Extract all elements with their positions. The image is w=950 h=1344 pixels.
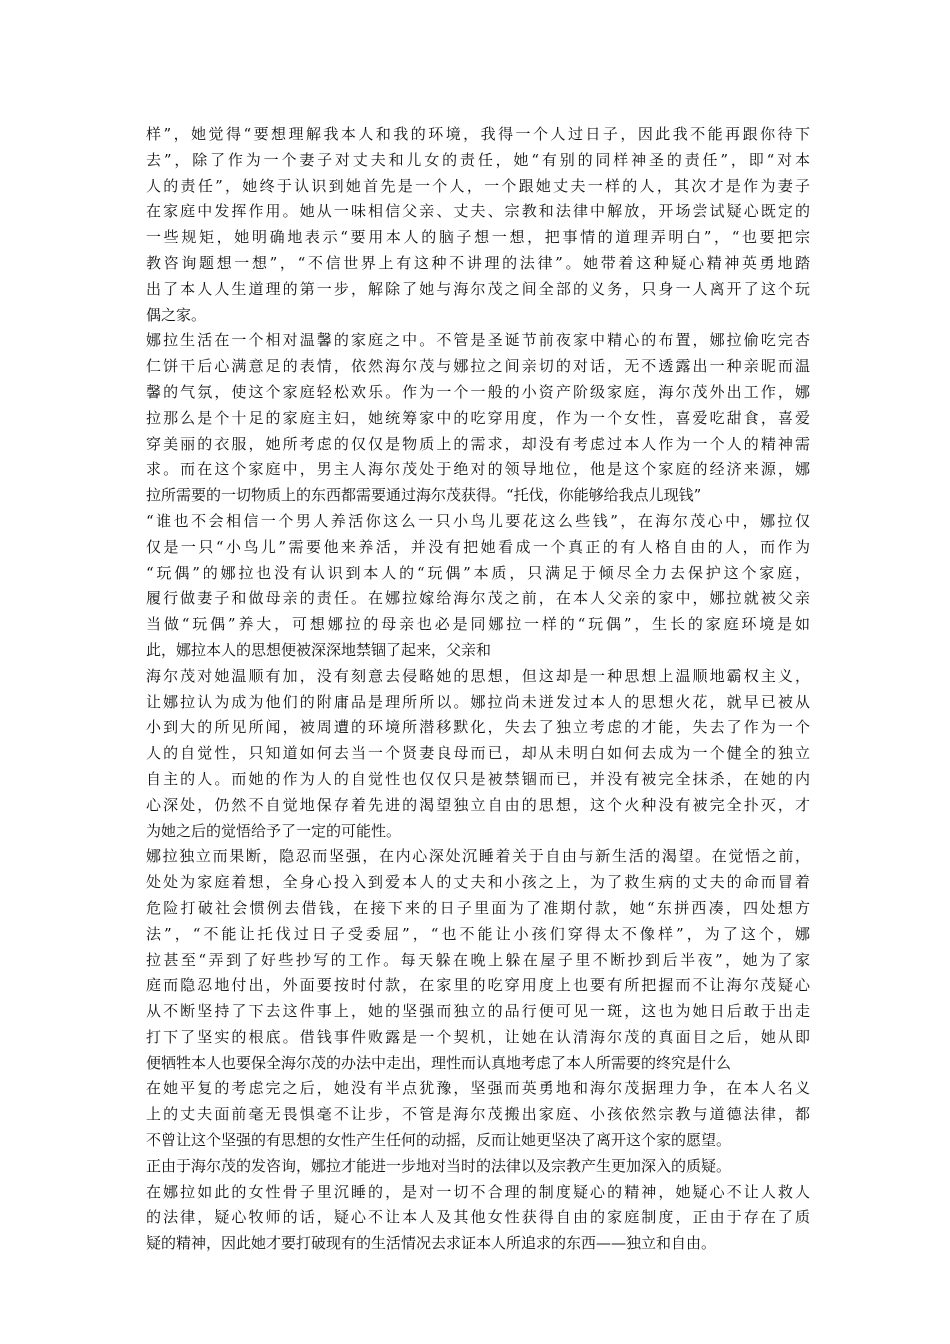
text-line: 穿美丽的衣服，她所考虑的仅仅是物质上的需求，却没有考虑过本人作为一个人的精神需	[146, 434, 810, 453]
text-line: 去”，除了作为一个妻子对丈夫和儿女的责任，她“有别的同样神圣的责任”，即“对本	[146, 150, 810, 169]
text-line: 人的自觉性，只知道如何去当一个贤妻良母而已，却从未明白如何去成为一个健全的独立	[146, 744, 810, 763]
text-line: 娜拉生活在一个相对温馨的家庭之中。不管是圣诞节前夜家中精心的布置，娜拉偷吃完杏	[146, 331, 810, 350]
text-line: “玩偶”的娜拉也没有认识到本人的“玩偶”本质，只满足于倾尽全力去保护这个家庭，	[146, 563, 810, 582]
text-line: 当做“玩偶”养大，可想娜拉的母亲也必是同娜拉一样的“玩偶”，生长的家庭环境是如	[146, 615, 810, 634]
text-line: 一些规矩，她明确地表示“要用本人的脑子想一想，把事情的道理弄明白”，“也要把宗	[146, 228, 810, 247]
text-line: 人的责任”，她终于认识到她首先是一个人，一个跟她丈夫一样的人，其次才是作为妻子	[146, 176, 810, 195]
text-line: 小到大的所见所闻，被周遭的环境所潜移默化，失去了独立考虑的才能，失去了作为一个	[146, 718, 810, 737]
text-line: 从不断坚持了下去这件事上，她的坚强而独立的品行便可见一斑，这也为她日后敢于出走	[146, 1002, 810, 1021]
text-line: 上的丈夫面前毫无畏惧毫不让步，不管是海尔茂搬出家庭、小孩依然宗教与道德法律，都	[146, 1105, 810, 1124]
text-line: 仅是一只“小鸟儿”需要他来养活，并没有把她看成一个真正的有人格自由的人，而作为	[146, 537, 810, 556]
text-line: “谁也不会相信一个男人养活你这么一只小鸟儿要花这么些钱”，在海尔茂心中，娜拉仅	[146, 511, 810, 530]
text-line: 的法律，疑心牧师的话，疑心不让本人及其他女性获得自由的家庭制度，正由于存在了质	[146, 1208, 810, 1227]
text-line: 自主的人。而她的作为人的自觉性也仅仅只是被禁锢而已，并没有被完全抹杀，在她的内	[146, 769, 810, 788]
text-line: 在她平复的考虑完之后，她没有半点犹豫，坚强而英勇地和海尔茂据理力争，在本人名义	[146, 1079, 810, 1098]
text-line: 处处为家庭着想，全身心投入到爱本人的丈夫和小孩之上，为了救生病的丈夫的命而冒着	[146, 873, 810, 892]
text-line: 教咨询题想一想”，“不信世界上有这种不讲理的法律”。她带着这种疑心精神英勇地踏	[146, 253, 810, 272]
text-line: 法”，“不能让托伐过日子受委屈”，“也不能让小孩们穿得太不像样”，为了这个，娜	[146, 924, 810, 943]
text-line: 仁饼干后心满意足的表情，依然海尔茂与娜拉之间亲切的对话，无不透露出一种亲昵而温	[146, 357, 810, 376]
text-line: 心深处，仍然不自觉地保存着先进的渴望独立自由的思想，这个火种没有被完全扑灭，才	[146, 795, 810, 814]
text-line: 履行做妻子和做母亲的责任。在娜拉嫁给海尔茂之前，在本人父亲的家中，娜拉就被父亲	[146, 589, 810, 608]
text-line: 此，娜拉本人的思想便被深深地禁锢了起来，父亲和	[146, 640, 492, 659]
text-line: 拉那么是个十足的家庭主妇，她统筹家中的吃穿用度，作为一个女性，喜爱吃甜食，喜爱	[146, 408, 810, 427]
text-line: 庭而隐忍地付出，外面要按时付款，在家里的吃穿用度上也要有所把握而不让海尔茂疑心	[146, 976, 810, 995]
text-line: 拉甚至“弄到了好些抄写的工作。每天躲在晚上躲在屋子里不断抄到后半夜”，她为了家	[146, 950, 810, 969]
text-line: 娜拉独立而果断，隐忍而坚强，在内心深处沉睡着关于自由与新生活的渴望。在觉悟之前，	[146, 847, 810, 866]
text-line: 在娜拉如此的女性骨子里沉睡的，是对一切不合理的制度疑心的精神，她疑心不让人救人	[146, 1182, 810, 1201]
text-line: 不曾让这个坚强的有思想的女性产生任何的动摇，反而让她更坚决了离开这个家的愿望。	[146, 1131, 732, 1150]
text-line: 让娜拉认为成为他们的附庸品是理所所以。娜拉尚未迸发过本人的思想火花，就早已被从	[146, 692, 810, 711]
text-line: 在家庭中发挥作用。她从一味相信父亲、丈夫、宗教和法律中解放，开场尝试疑心既定的	[146, 202, 810, 221]
text-line: 拉所需要的一切物质上的东西都需要通过海尔茂获得。“托伐，你能够给我点儿现钱”	[146, 486, 702, 505]
text-line: 打下了坚实的根底。借钱事件败露是一个契机，让她在认清海尔茂的真面目之后，她从即	[146, 1027, 810, 1046]
text-line: 偶之家。	[146, 305, 207, 324]
text-line: 正由于海尔茂的发咨询，娜拉才能进一步地对当时的法律以及宗教产生更加深入的质疑。	[146, 1156, 732, 1175]
text-line: 为她之后的觉悟给予了一定的可能性。	[146, 821, 402, 840]
document-body	[146, 122, 810, 1257]
text-line: 便牺牲本人也要保全海尔茂的办法中走出，理性而认真地考虑了本人所需要的终究是什么	[146, 1053, 732, 1072]
text-line: 求。而在这个家庭中，男主人海尔茂处于绝对的领导地位，他是这个家庭的经济来源，娜	[146, 460, 810, 479]
text-line: 疑的精神，因此她才要打破现有的生活情况去求证本人所追求的东西——独立和自由。	[146, 1234, 717, 1253]
text-line: 海尔茂对她温顺有加，没有刻意去侵略她的思想，但这却是一种思想上温顺地霸权主义，	[146, 666, 810, 685]
text-line: 危险打破社会惯例去借钱，在接下来的日子里面为了准期付款，她“东拼西凑，四处想方	[146, 898, 810, 917]
text-line: 馨的气氛，使这个家庭轻松欢乐。作为一个一般的小资产阶级家庭，海尔茂外出工作，娜	[146, 382, 810, 401]
text-line: 出了本人人生道理的第一步，解除了她与海尔茂之间全部的义务，只身一人离开了这个玩	[146, 279, 810, 298]
text-line: 样”，她觉得“要想理解我本人和我的环境，我得一个人过日子，因此我不能再跟你待下	[146, 125, 810, 143]
